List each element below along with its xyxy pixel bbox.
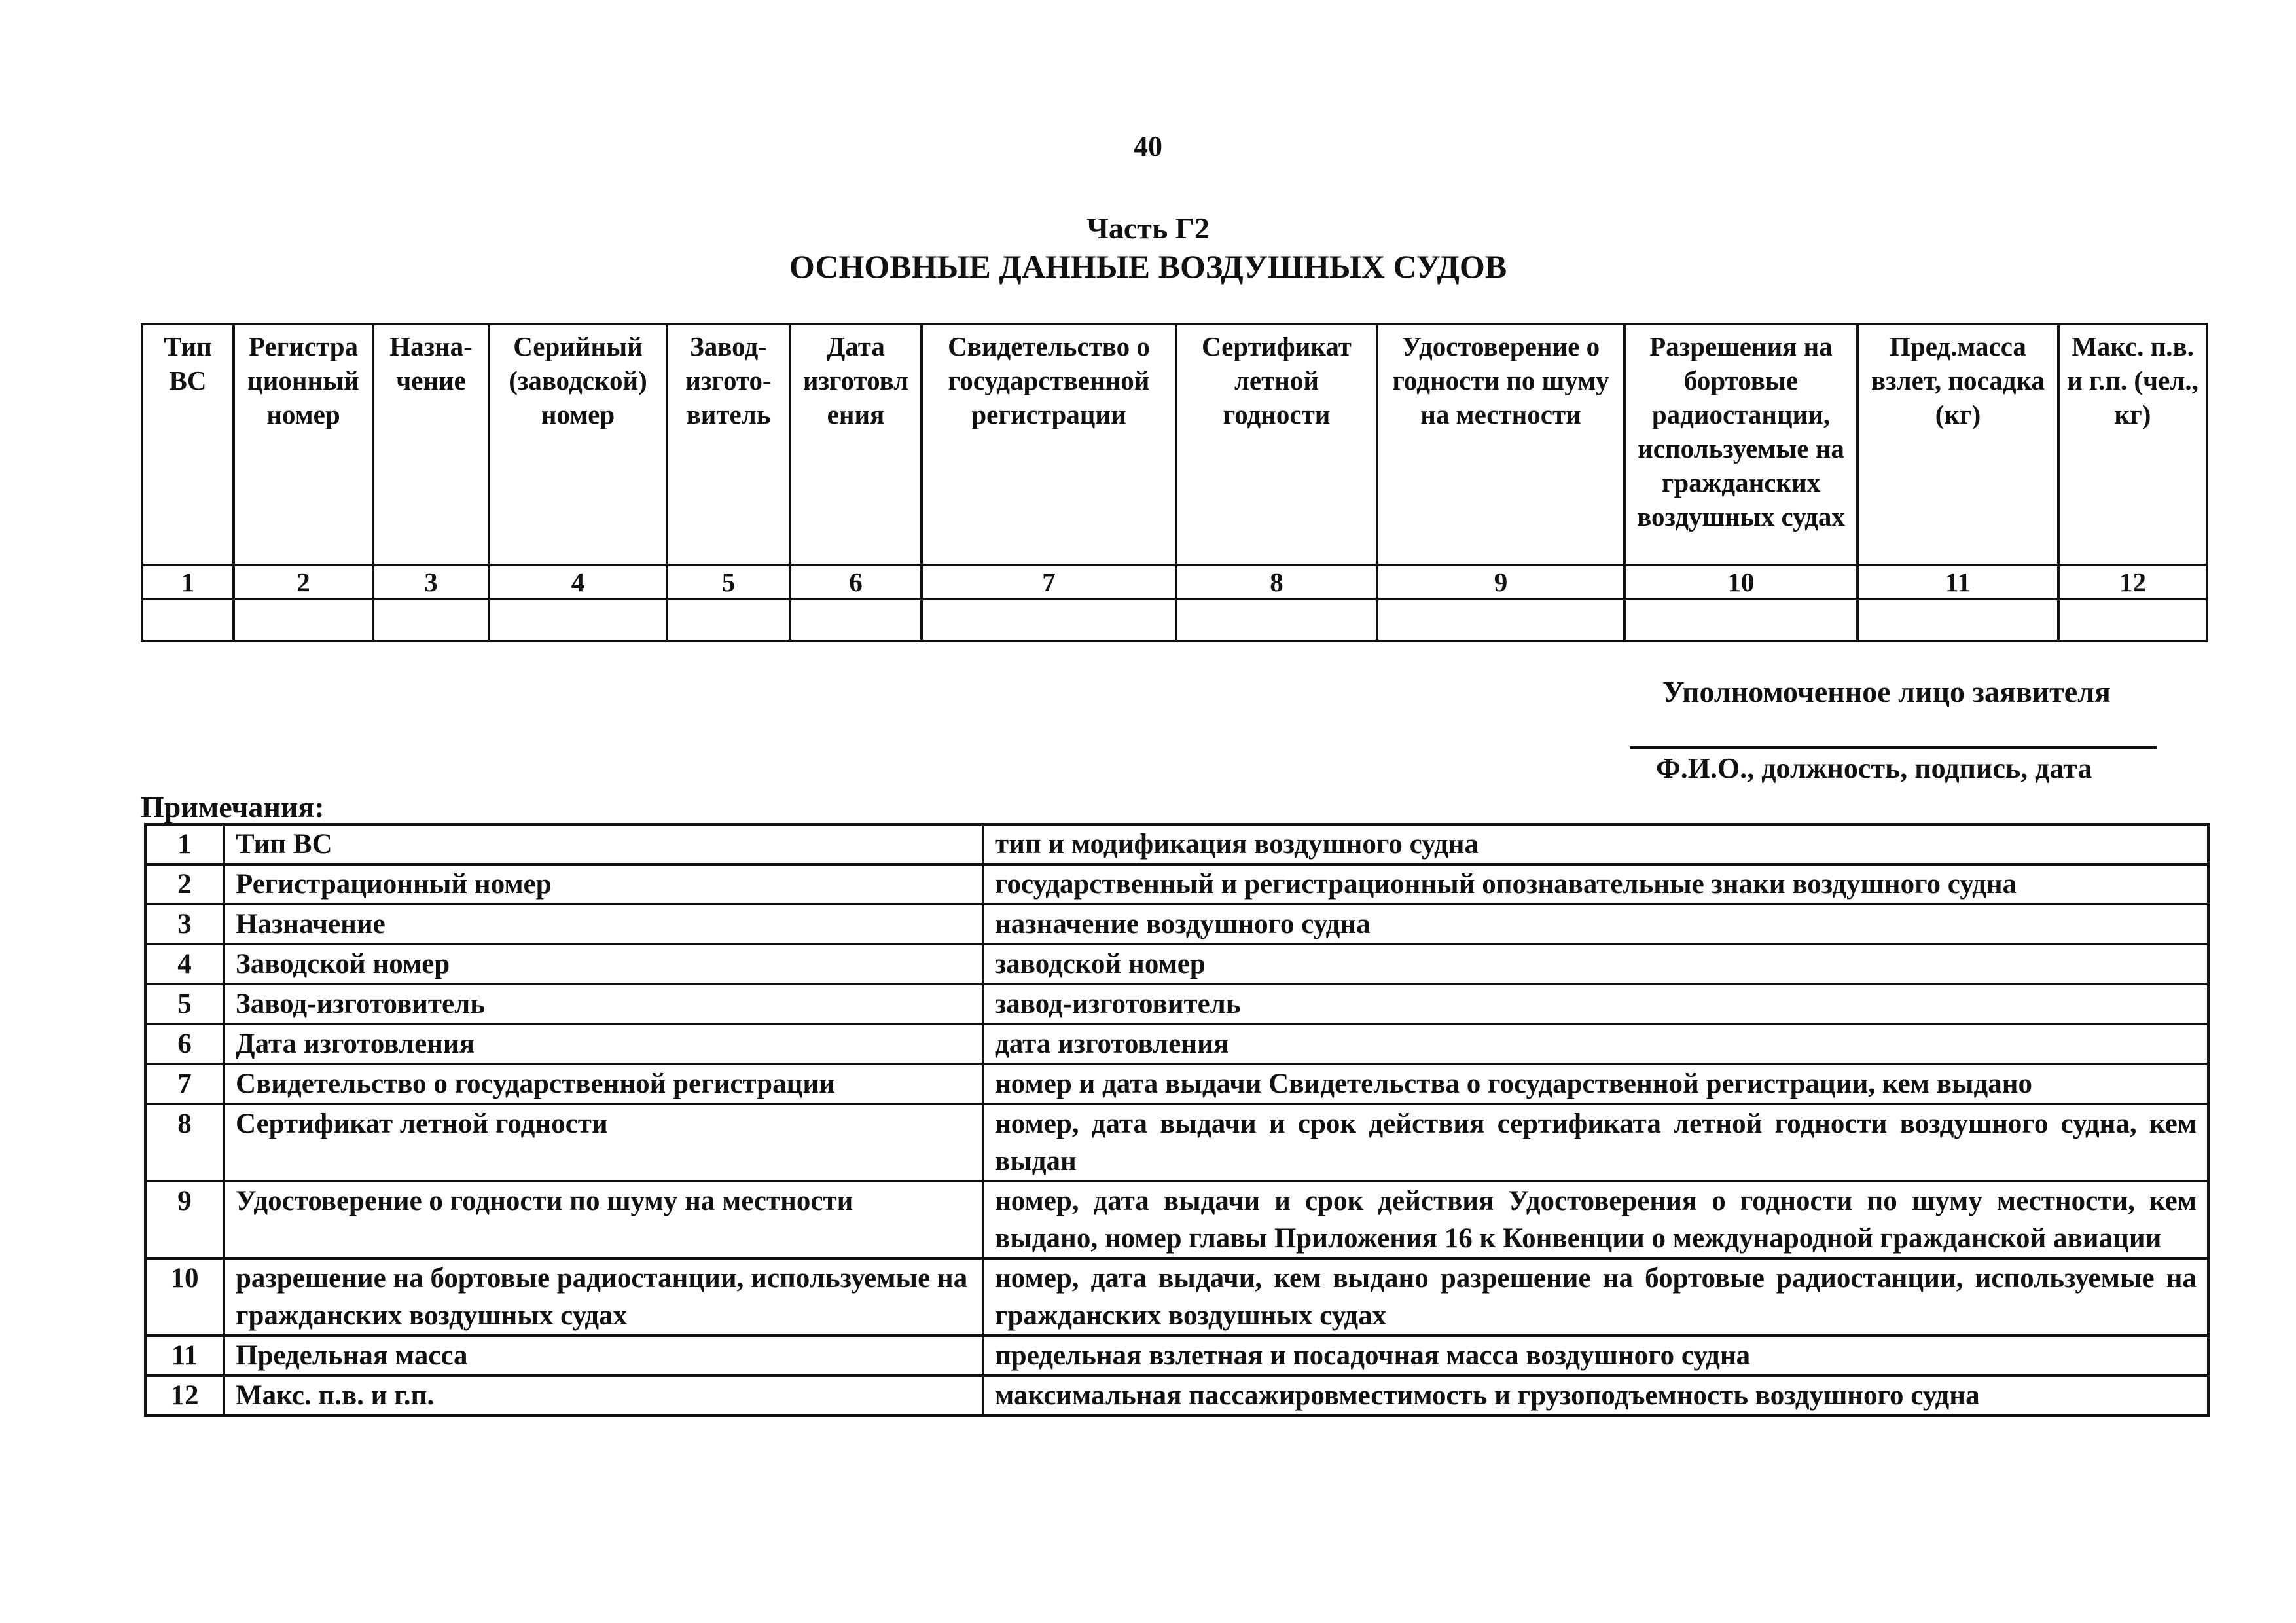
- header-cell: Регистра ционный номер: [234, 324, 373, 565]
- column-number: 5: [667, 565, 790, 599]
- empty-data-row: [142, 599, 2207, 641]
- notes-row-field: Заводской номер: [224, 944, 983, 984]
- notes-row-description: максимальная пассажировместимость и грузоподъемность воздушного судна: [983, 1376, 2208, 1415]
- empty-cell[interactable]: [1624, 599, 1857, 641]
- notes-row: [145, 904, 2208, 944]
- notes-row-field: разрешение на бортовые радиостанции, используемые на гражданских воздушных судах: [224, 1258, 983, 1336]
- header-cell: Завод- изгото- витель: [667, 324, 790, 565]
- notes-row-field: Удостоверение о годности по шуму на местности: [224, 1181, 983, 1258]
- notes-row-number: 5: [145, 984, 224, 1024]
- notes-row: [145, 1258, 2208, 1336]
- header-cell: Свидетельство о государственной регистрации: [922, 324, 1176, 565]
- column-number: 12: [2058, 565, 2207, 599]
- notes-row-description: номер, дата выдачи, кем выдано разрешение на бортовые радиостанции, используемые на гражданских воздушных судах: [983, 1258, 2208, 1336]
- column-number: 8: [1176, 565, 1377, 599]
- column-number: 10: [1624, 565, 1857, 599]
- header-cell: Дата изготовл ения: [790, 324, 922, 565]
- column-number: 11: [1857, 565, 2058, 599]
- notes-row-field: Макс. п.в. и г.п.: [224, 1376, 983, 1415]
- notes-row-field: Регистрационный номер: [224, 864, 983, 904]
- empty-cell[interactable]: [234, 599, 373, 641]
- aircraft-data-table: [141, 323, 2208, 642]
- notes-row-number: 12: [145, 1376, 224, 1415]
- notes-row: [145, 1064, 2208, 1104]
- notes-row: [145, 1336, 2208, 1376]
- column-number-row: [142, 565, 2207, 599]
- notes-row: [145, 1376, 2208, 1415]
- column-number: 7: [922, 565, 1176, 599]
- notes-row-description: тип и модификация воздушного судна: [983, 824, 2208, 864]
- document-title: ОСНОВНЫЕ ДАННЫЕ ВОЗДУШНЫХ СУДОВ: [789, 248, 1507, 285]
- notes-row-field: Тип ВС: [224, 824, 983, 864]
- empty-cell[interactable]: [790, 599, 922, 641]
- notes-row-number: 8: [145, 1104, 224, 1181]
- notes-row-number: 1: [145, 824, 224, 864]
- header-cell: Назна- чение: [373, 324, 489, 565]
- notes-row: [145, 984, 2208, 1024]
- notes-row-number: 3: [145, 904, 224, 944]
- empty-cell[interactable]: [489, 599, 667, 641]
- header-cell: Макс. п.в. и г.п. (чел., кг): [2058, 324, 2207, 565]
- authorized-person-label: Уполномоченное лицо заявителя: [1662, 675, 2111, 708]
- notes-row-description: номер, дата выдачи и срок действия сертификата летной годности воздушного судна, кем выдан: [983, 1104, 2208, 1181]
- notes-row-field: Завод-изготовитель: [224, 984, 983, 1024]
- notes-row-description: номер и дата выдачи Свидетельства о государственной регистрации, кем выдано: [983, 1064, 2208, 1104]
- empty-cell[interactable]: [1857, 599, 2058, 641]
- header-cell: Удостоверение о годности по шуму на местности: [1377, 324, 1624, 565]
- notes-row-description: государственный и регистрационный опознавательные знаки воздушного судна: [983, 864, 2208, 904]
- notes-row-description: дата изготовления: [983, 1024, 2208, 1064]
- empty-cell[interactable]: [667, 599, 790, 641]
- notes-row: [145, 944, 2208, 984]
- notes-row-number: 11: [145, 1336, 224, 1376]
- header-cell: Серийный (заводской) номер: [489, 324, 667, 565]
- notes-table: [144, 823, 2210, 1417]
- column-number: 2: [234, 565, 373, 599]
- notes-row-number: 2: [145, 864, 224, 904]
- notes-row: [145, 1024, 2208, 1064]
- notes-row-number: 10: [145, 1258, 224, 1336]
- notes-row: [145, 864, 2208, 904]
- notes-row-number: 4: [145, 944, 224, 984]
- empty-cell[interactable]: [373, 599, 489, 641]
- notes-row: [145, 1181, 2208, 1258]
- notes-row-description: номер, дата выдачи и срок действия Удостоверения о годности по шуму местности, кем выдано, номер главы Приложения 16 к Конвенции о международной гражданской авиации: [983, 1181, 2208, 1258]
- header-cell: Тип ВС: [142, 324, 234, 565]
- table-header-row: [142, 324, 2207, 565]
- notes-row-field: Дата изготовления: [224, 1024, 983, 1064]
- notes-row-description: назначение воздушного судна: [983, 904, 2208, 944]
- column-number: 9: [1377, 565, 1624, 599]
- header-cell: Сертификат летной годности: [1176, 324, 1377, 565]
- header-cell: Пред.масса взлет, посадка (кг): [1857, 324, 2058, 565]
- notes-row: [145, 824, 2208, 864]
- signature-line: [1630, 746, 2157, 749]
- column-number: 1: [142, 565, 234, 599]
- empty-cell[interactable]: [142, 599, 234, 641]
- notes-row-number: 6: [145, 1024, 224, 1064]
- header-cell: Разрешения на бортовые радиостанции, используемые на гражданских воздушных судах: [1624, 324, 1857, 565]
- notes-row-field: Назначение: [224, 904, 983, 944]
- notes-row: [145, 1104, 2208, 1181]
- notes-heading: Примечания:: [141, 790, 325, 824]
- notes-row-description: завод-изготовитель: [983, 984, 2208, 1024]
- notes-row-description: заводской номер: [983, 944, 2208, 984]
- notes-row-number: 9: [145, 1181, 224, 1258]
- column-number: 4: [489, 565, 667, 599]
- empty-cell[interactable]: [1176, 599, 1377, 641]
- column-number: 6: [790, 565, 922, 599]
- notes-row-description: предельная взлетная и посадочная масса воздушного судна: [983, 1336, 2208, 1376]
- notes-row-field: Предельная масса: [224, 1336, 983, 1376]
- signature-caption: Ф.И.О., должность, подпись, дата: [1656, 752, 2092, 784]
- empty-cell[interactable]: [922, 599, 1176, 641]
- notes-row-field: Свидетельство о государственной регистрации: [224, 1064, 983, 1104]
- notes-row-field: Сертификат летной годности: [224, 1104, 983, 1181]
- column-number: 3: [373, 565, 489, 599]
- page-number: 40: [1134, 130, 1162, 162]
- empty-cell[interactable]: [2058, 599, 2207, 641]
- empty-cell[interactable]: [1377, 599, 1624, 641]
- part-title: Часть Г2: [1086, 211, 1210, 245]
- notes-row-number: 7: [145, 1064, 224, 1104]
